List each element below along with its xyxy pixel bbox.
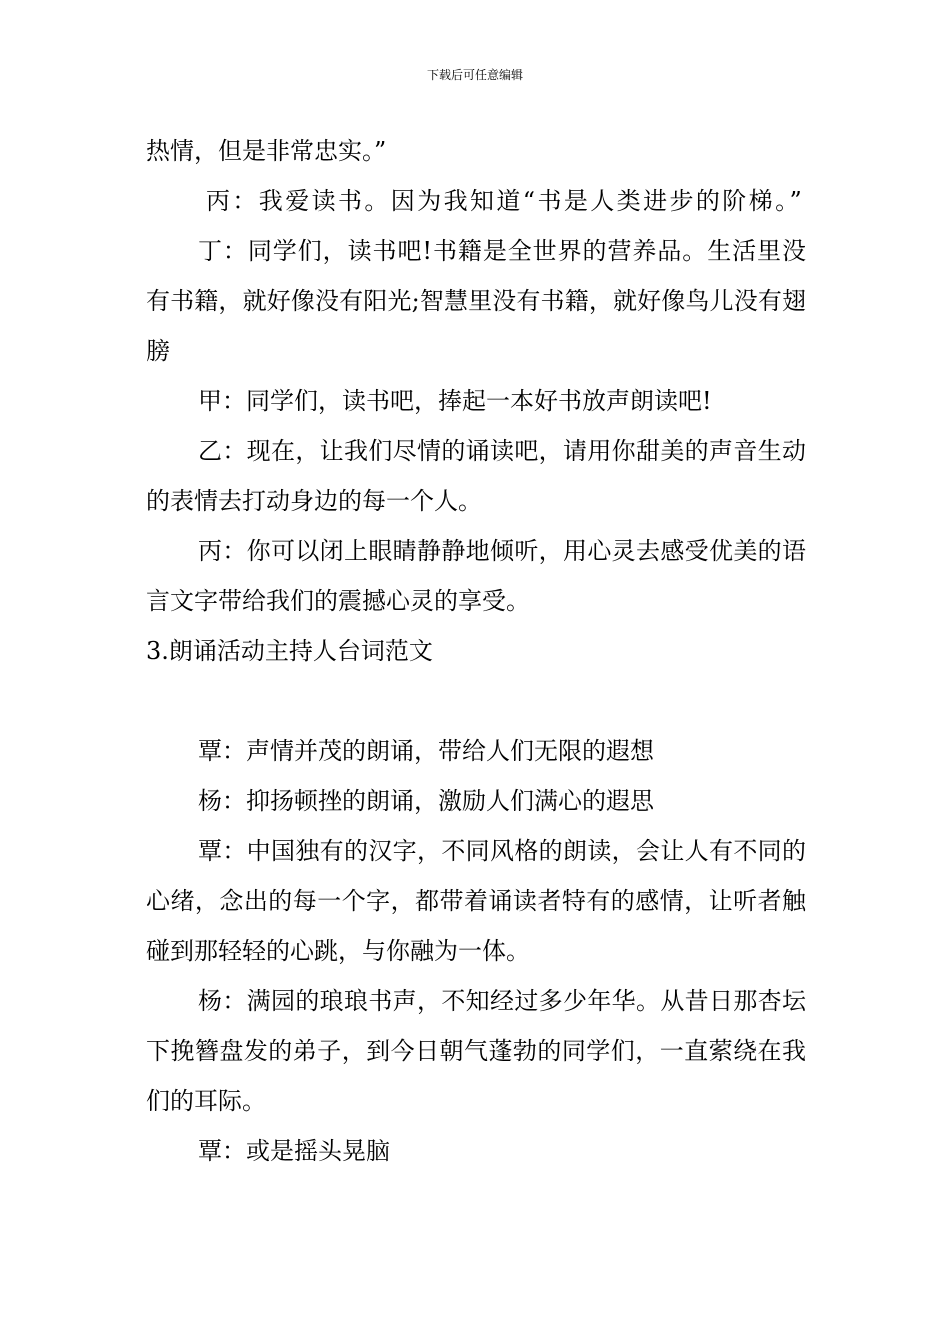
- paragraph-dialogue: 覃：中国独有的汉字，不同风格的朗读，会让人有不同的心绪，念出的每一个字，都带着诵读者特有的感情，让听者触碰到那轻轻的心跳，与你融为一体。: [146, 837, 806, 965]
- paragraph-dialogue: 杨：满园的琅琅书声，不知经过多少年华。从昔日那杏坛下挽簪盘发的弟子，到今日朝气蓬勃的同学们，一直萦绕在我们的耳际。: [146, 987, 806, 1115]
- paragraph-dialogue: 甲：同学们，读书吧，捧起一本好书放声朗读吧!: [198, 387, 712, 415]
- paragraph-dialogue: 丙：我爱读书。因为我知道“书是人类进步的阶梯。”: [206, 187, 805, 215]
- paragraph-dialogue: 乙：现在，让我们尽情的诵读吧，请用你甜美的声音生动的表情去打动身边的每一个人。: [146, 437, 806, 515]
- blank-line: [146, 676, 806, 726]
- paragraph-dialogue: 丙：你可以闭上眼睛静静地倾听，用心灵去感受优美的语言文字带给我们的震撼心灵的享受。: [146, 537, 806, 615]
- page-header: 下载后可任意编辑: [426, 68, 523, 82]
- document-body: [146, 126, 806, 1176]
- paragraph-continuation: 热情，但是非常忠实。”: [146, 137, 387, 165]
- paragraph-dialogue: 丁：同学们，读书吧!书籍是全世界的营养品。生活里没有书籍，就好像没有阳光;智慧里没有书籍，就好像鸟儿没有翅膀: [146, 237, 806, 365]
- section-heading: 3.朗诵活动主持人台词范文: [146, 637, 433, 665]
- paragraph-dialogue: 杨：抑扬顿挫的朗诵，激励人们满心的遐思: [198, 787, 654, 815]
- paragraph-dialogue: 覃：或是摇头晃脑: [198, 1137, 390, 1165]
- paragraph-dialogue: 覃：声情并茂的朗诵，带给人们无限的遐想: [198, 737, 654, 765]
